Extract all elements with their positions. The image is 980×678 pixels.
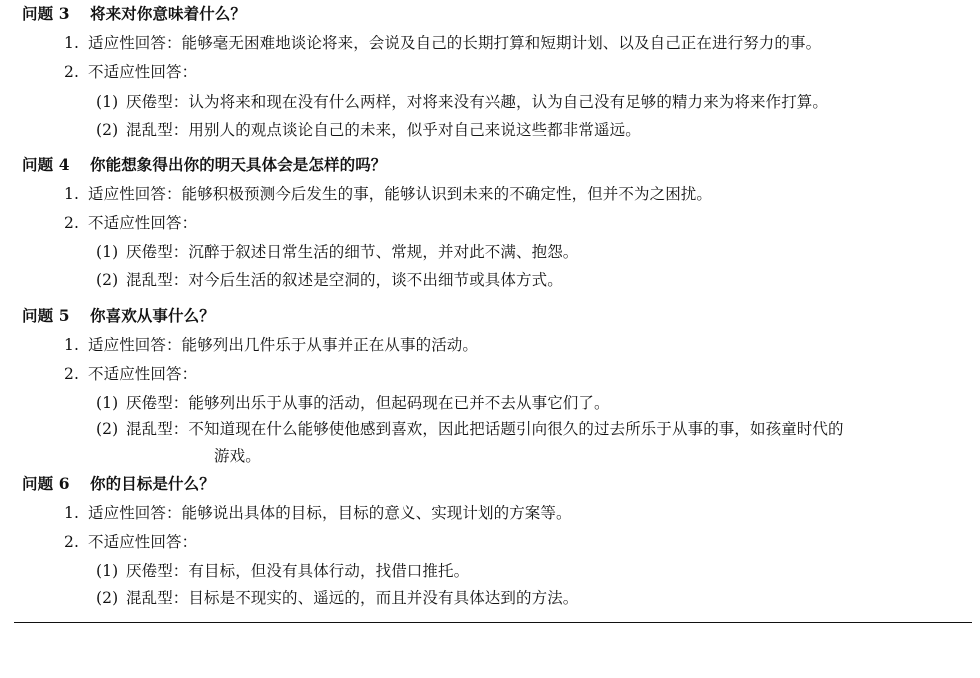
question-3-maladaptive — [64, 62, 197, 82]
item-number: 1. — [64, 336, 79, 354]
question-3-bored-text: 厌倦型：认为将来和现在没有什么两样，对将来没有兴趣，认为自己没有足够的精力来为将来作打算。 — [126, 93, 829, 111]
question-4-bored-text: 厌倦型：沉醉于叙述日常生活的细节、常规，并对此不满、抱怨。 — [126, 243, 579, 261]
question-3-confused-text: 混乱型：用别人的观点谈论自己的未来，似乎对自己来说这些都非常遥远。 — [126, 121, 641, 139]
item-number: 1. — [64, 504, 79, 522]
question-5-heading — [22, 306, 215, 326]
question-6-adaptive-text: 适应性回答：能够说出具体的目标，目标的意义、实现计划的方案等。 — [88, 504, 572, 522]
question-4-text: 你能想象得出你的明天具体会是怎样的吗？ — [90, 155, 387, 174]
sub-number: (2) — [96, 121, 119, 139]
question-4-bored — [96, 242, 578, 262]
question-4-adaptive — [64, 184, 712, 204]
sub-number: (2) — [96, 589, 119, 607]
question-6-maladaptive — [64, 532, 197, 552]
question-4-heading — [22, 155, 386, 175]
question-4-label: 问题 4 — [22, 155, 70, 174]
question-5-text: 你喜欢从事什么？ — [90, 306, 215, 325]
question-3-confused — [96, 120, 641, 140]
page-bottom-divider — [14, 622, 972, 623]
item-number: 1. — [64, 34, 79, 52]
question-6-bored — [96, 561, 469, 581]
question-5-adaptive — [64, 335, 478, 355]
question-4-maladaptive — [64, 213, 197, 233]
sub-number: (1) — [96, 562, 119, 580]
item-number: 2. — [64, 365, 79, 383]
question-3-text: 将来对你意味着什么？ — [90, 4, 247, 23]
question-6-confused — [96, 588, 578, 608]
question-6-heading — [22, 474, 215, 494]
question-6-text: 你的目标是什么？ — [90, 474, 215, 493]
question-3-adaptive-text: 适应性回答：能够毫无困难地谈论将来，会说及自己的长期打算和短期计划、以及自己正在进行努力的事。 — [88, 34, 822, 52]
sub-number: (1) — [96, 394, 119, 412]
question-6-confused-text: 混乱型：目标是不现实的、遥远的，而且并没有具体达到的方法。 — [126, 589, 579, 607]
sub-number: (2) — [96, 420, 119, 438]
question-6-maladaptive-text: 不适应性回答： — [88, 533, 198, 551]
question-5-maladaptive-text: 不适应性回答： — [88, 365, 198, 383]
item-number: 2. — [64, 63, 79, 81]
sub-number: (1) — [96, 93, 119, 111]
question-5-confused-text: 混乱型：不知道现在什么能够使他感到喜欢，因此把话题引向很久的过去所乐于从事的事，如孩童时代的 — [126, 420, 844, 438]
question-5-bored — [96, 393, 610, 413]
question-6-bored-text: 厌倦型：有目标，但没有具体行动，找借口推托。 — [126, 562, 470, 580]
question-5-maladaptive — [64, 364, 197, 384]
question-4-adaptive-text: 适应性回答：能够积极预测今后发生的事，能够认识到未来的不确定性，但并不为之困扰。 — [88, 185, 713, 203]
question-5-adaptive-text: 适应性回答：能够列出几件乐于从事并正在从事的活动。 — [88, 336, 479, 354]
question-5-bored-text: 厌倦型：能够列出乐于从事的活动，但起码现在已并不去从事它们了。 — [126, 394, 610, 412]
question-3-maladaptive-text: 不适应性回答： — [88, 63, 198, 81]
question-6-adaptive — [64, 503, 572, 523]
question-5-label: 问题 5 — [22, 306, 70, 325]
question-4-maladaptive-text: 不适应性回答： — [88, 214, 198, 232]
item-number: 2. — [64, 533, 79, 551]
question-6-label: 问题 6 — [22, 474, 70, 493]
question-5-confused-continued: 游戏。 — [214, 447, 261, 465]
question-3-label: 问题 3 — [22, 4, 70, 23]
question-4-confused-text: 混乱型：对今后生活的叙述是空洞的，谈不出细节或具体方式。 — [126, 271, 563, 289]
question-3-heading — [22, 4, 246, 24]
question-5-confused — [96, 419, 844, 439]
item-number: 2. — [64, 214, 79, 232]
question-3-adaptive — [64, 33, 821, 53]
question-3-bored — [96, 92, 828, 112]
sub-number: (1) — [96, 243, 119, 261]
item-number: 1. — [64, 185, 79, 203]
sub-number: (2) — [96, 271, 119, 289]
question-4-confused — [96, 270, 563, 290]
